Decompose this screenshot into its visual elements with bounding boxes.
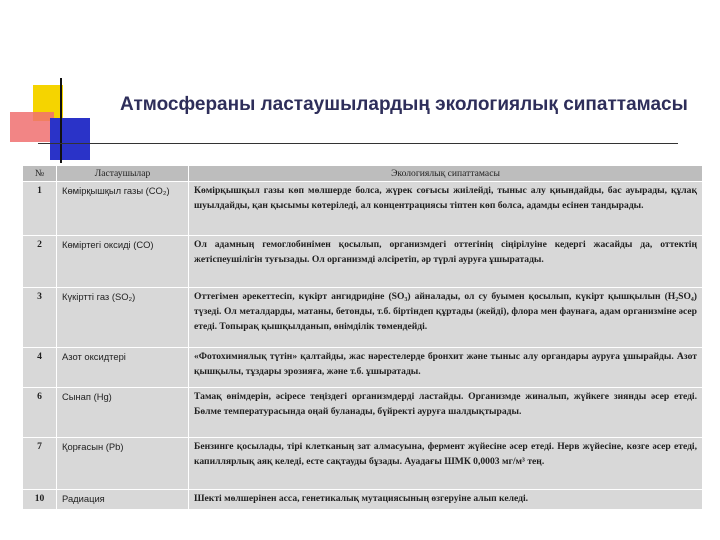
table-row xyxy=(23,490,703,510)
table-row xyxy=(23,182,703,236)
table-row xyxy=(23,348,703,388)
table-row xyxy=(23,236,703,288)
decor-red-square xyxy=(10,112,54,142)
row-number: 4 xyxy=(23,348,57,388)
pollutant-name: Радиация xyxy=(57,490,189,510)
pollutant-name: Сынап (Hg) xyxy=(57,388,189,438)
header-pollutant: Ластаушылар xyxy=(57,166,189,182)
pollutant-description: Тамақ өнімдерін, әсіресе теңіздегі организмдерді ластайды. Организмде жиналып, жүйкеге зиянды әсер етеді. Бөлме температурасында оңай буланады, бүйректі ауруға шалдықтырады. xyxy=(189,388,703,438)
pollutant-description: Оттегімен әрекеттесіп, күкірт ангидридіне (SO₃) айналады, ол су буымен қосылып, күкірт қышқылын (H₂SO₄) түзеді. Ол металдарды, матаны, бетонды, т.б. біртіндеп құртады (жейді), флора мен фаунаға, адам организміне әсер етеді. Топырақ қышқылданып, өнімділік төмендейді. xyxy=(189,288,703,348)
header-number: № xyxy=(23,166,57,182)
table-header-row xyxy=(23,166,703,182)
decor-vertical-line xyxy=(60,78,62,163)
pollutant-name: Көмірқышқыл газы (CO₂) xyxy=(57,182,189,236)
pollutant-description: Ол адамның гемоглобинімен қосылып, организмдегі оттегінің сіңірілуіне кедергі жасайды да, оттектің жетіспеушілігін туғызады. Ол организмді әлсіретіп, әр түрлі ауруға ұшыратады. xyxy=(189,236,703,288)
row-number: 1 xyxy=(23,182,57,236)
row-number: 3 xyxy=(23,288,57,348)
pollutant-description: Көмірқышқыл газы көп мөлшерде болса, жүрек соғысы жиілейді, тыныс алу қиындайды, бас ауырады, құлақ шуылдайды, қан қысымы көтеріледі, ал концентрациясы тіптен көп болса, адамды есінен тандырады. xyxy=(189,182,703,236)
pollutant-name: Азот оксидтері xyxy=(57,348,189,388)
pollutant-name: Күкіртті газ (SO₂) xyxy=(57,288,189,348)
row-number: 2 xyxy=(23,236,57,288)
decor-blue-square xyxy=(50,118,90,160)
header-description: Экологиялық сипаттамасы xyxy=(189,166,703,182)
pollutant-name: Көміртегі оксиді (CO) xyxy=(57,236,189,288)
row-number: 6 xyxy=(23,388,57,438)
table-row xyxy=(23,438,703,490)
pollutant-description: Шекті мөлшерінен асса, генетикалық мутациясының өзгеруіне алып келеді. xyxy=(189,490,703,510)
decor-horizontal-line xyxy=(38,143,678,144)
pollutant-name: Қорғасын (Pb) xyxy=(57,438,189,490)
pollutant-description: «Фотохимиялық түтін» қалтайды, жас нәрестелерде бронхит және тыныс алу органдары ауруға ұшырайды. Азот қышқылы, тұздары эрозияға, және т.б. ұшыратады. xyxy=(189,348,703,388)
slide-title: Атмосфераны ластаушылардың экологиялық сипаттамасы xyxy=(120,94,688,115)
row-number: 10 xyxy=(23,490,57,510)
table-row xyxy=(23,288,703,348)
table-row xyxy=(23,388,703,438)
row-number: 7 xyxy=(23,438,57,490)
pollutants-table xyxy=(22,165,703,510)
pollutant-description: Бензинге қосылады, тірі клетканың зат алмасуына, фермент жүйесіне әсер етеді. Нерв жүйесіне, көзге әсер етеді, капиллярлық аяқ келеді, есте сақтауды бұзады. Ауадағы ШМК 0,0003 мг/м³ тең. xyxy=(189,438,703,490)
